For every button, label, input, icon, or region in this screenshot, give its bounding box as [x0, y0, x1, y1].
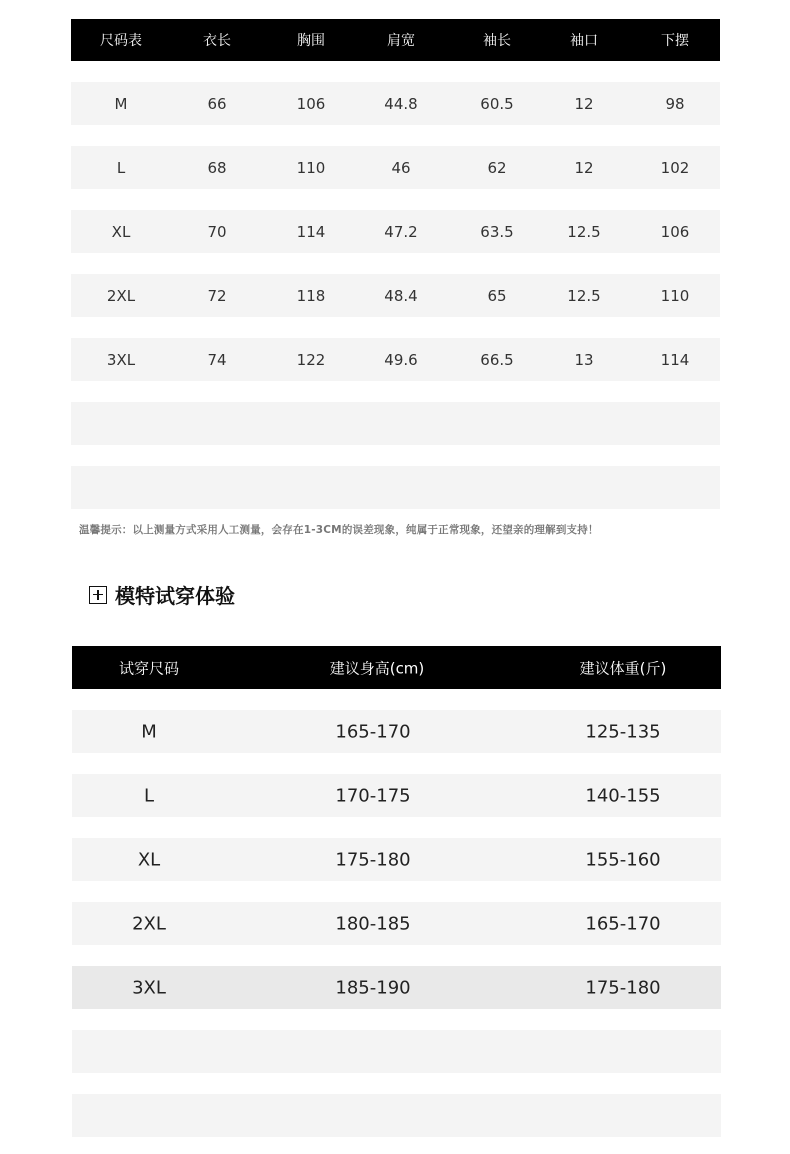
- cell-shoulder: 48.4: [384, 286, 418, 305]
- cell-size: 3XL: [106, 350, 136, 369]
- cell-chest: 118: [296, 286, 326, 305]
- table-row: [72, 966, 721, 1009]
- cell-cuff: 12.5: [567, 222, 601, 241]
- table-row: [71, 338, 720, 381]
- cell-chest: 114: [296, 222, 326, 241]
- cell-cuff: 13: [574, 350, 594, 369]
- header-chest: 胸围: [297, 33, 325, 49]
- cell-fit-size: 3XL: [132, 977, 166, 998]
- table-row: [72, 774, 721, 817]
- table-row: [71, 82, 720, 125]
- cell-length: 72: [207, 286, 227, 305]
- cell-cuff: 12: [574, 158, 594, 177]
- cell-hem: 102: [660, 158, 690, 177]
- header-weight: 建议体重(斤): [579, 659, 667, 677]
- cell-fit-size: M: [141, 721, 157, 742]
- cell-height: 165-170: [335, 721, 411, 742]
- cell-fit-size: L: [143, 785, 155, 806]
- model-section-title: [89, 580, 235, 609]
- table-row: [72, 710, 721, 753]
- header-cuff: 袖口: [570, 33, 598, 49]
- model-fit-header: [72, 646, 721, 689]
- measurement-hint: 温馨提示：以上测量方式采用人工测量，会存在1-3CM的误差现象，纯属于正常现象，还望亲的理解到支持！: [79, 524, 599, 536]
- header-height: 建议身高(cm): [329, 659, 425, 677]
- cell-shoulder: 49.6: [384, 350, 418, 369]
- cell-size: 2XL: [106, 286, 136, 305]
- cell-sleeve: 62: [487, 158, 507, 177]
- table-row: [71, 210, 720, 253]
- table-row-empty: [72, 1094, 721, 1137]
- cell-chest: 122: [296, 350, 326, 369]
- cell-shoulder: 46: [391, 158, 411, 177]
- cell-length: 74: [207, 350, 227, 369]
- table-row: [72, 902, 721, 945]
- cell-hem: 114: [660, 350, 690, 369]
- cell-length: 66: [207, 94, 227, 113]
- cell-sleeve: 66.5: [480, 350, 514, 369]
- cell-weight: 175-180: [585, 977, 661, 998]
- cell-fit-size: 2XL: [132, 913, 166, 934]
- header-length: 衣长: [203, 33, 231, 49]
- cell-shoulder: 44.8: [384, 94, 418, 113]
- cell-chest: 110: [296, 158, 326, 177]
- model-fit-table: [72, 646, 721, 1137]
- table-row-empty: [71, 466, 720, 509]
- table-row: [71, 146, 720, 189]
- cell-hem: 106: [660, 222, 690, 241]
- cell-fit-size: XL: [137, 849, 161, 870]
- size-chart-header: [71, 19, 720, 61]
- cell-height: 180-185: [335, 913, 411, 934]
- table-row-empty: [71, 402, 720, 445]
- section-title-text: 模特试穿体验: [115, 584, 235, 608]
- cell-weight: 155-160: [585, 849, 661, 870]
- cell-hem: 110: [660, 286, 690, 305]
- cell-cuff: 12.5: [567, 286, 601, 305]
- cell-size: M: [114, 94, 128, 113]
- cell-sleeve: 65: [487, 286, 507, 305]
- cell-weight: 165-170: [585, 913, 661, 934]
- cell-length: 70: [207, 222, 227, 241]
- table-row: [72, 838, 721, 881]
- header-fit-size: 试穿尺码: [118, 659, 180, 677]
- cell-height: 170-175: [335, 785, 411, 806]
- size-chart-table: [71, 19, 720, 509]
- plus-box-icon: [89, 586, 107, 604]
- cell-hem: 98: [665, 94, 685, 113]
- cell-shoulder: 47.2: [384, 222, 418, 241]
- table-row: [71, 274, 720, 317]
- cell-sleeve: 60.5: [480, 94, 514, 113]
- header-size: 尺码表: [100, 33, 142, 49]
- cell-chest: 106: [296, 94, 326, 113]
- header-hem: 下摆: [661, 33, 689, 49]
- cell-size: XL: [111, 222, 131, 241]
- table-row-empty: [72, 1030, 721, 1073]
- cell-length: 68: [207, 158, 227, 177]
- cell-height: 175-180: [335, 849, 411, 870]
- cell-weight: 125-135: [585, 721, 661, 742]
- cell-weight: 140-155: [585, 785, 661, 806]
- cell-sleeve: 63.5: [480, 222, 514, 241]
- cell-height: 185-190: [335, 977, 411, 998]
- cell-cuff: 12: [574, 94, 594, 113]
- cell-size: L: [116, 158, 126, 177]
- header-shoulder: 肩宽: [387, 33, 415, 49]
- header-sleeve: 袖长: [483, 33, 511, 49]
